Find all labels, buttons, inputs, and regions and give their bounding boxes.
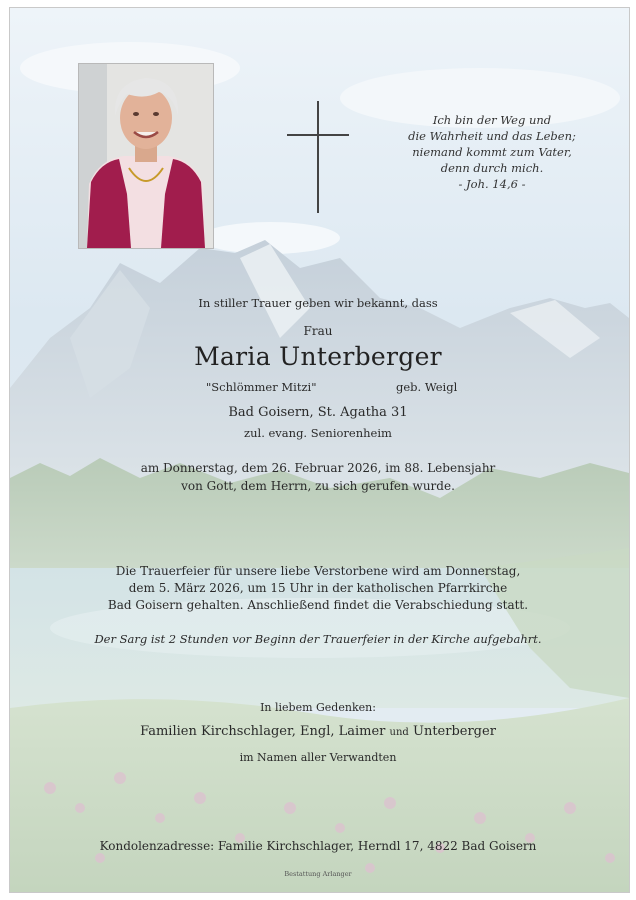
families-names: Familien Kirchschlager, Engl, Laimer	[140, 724, 386, 739]
quote-line: denn durch mich.	[440, 161, 544, 175]
in-memory-label: In liebem Gedenken:	[260, 701, 376, 714]
funeral-line: Die Trauerfeier für unsere liebe Verstorbene wird am Donnerstag,	[115, 564, 521, 578]
families-last-name: Unterberger	[412, 724, 496, 739]
undertaker-credit: Bestattung Arlanger	[284, 870, 352, 878]
salutation: Frau	[303, 324, 333, 338]
cross-icon	[287, 101, 349, 213]
coffin-note: Der Sarg ist 2 Stunden vor Beginn der Trauerfeier in der Kirche aufgebahrt.	[94, 632, 542, 646]
announcement-intro: In stiller Trauer geben wir bekannt, dass	[198, 296, 438, 310]
deceased-name: Maria Unterberger	[194, 342, 442, 371]
relatives-note: im Namen aller Verwandten	[239, 751, 397, 764]
bible-quote	[392, 112, 592, 192]
quote-line: die Wahrheit und das Leben;	[408, 129, 576, 143]
death-statement-line: von Gott, dem Herrn, zu sich gerufen wurde.	[181, 479, 455, 493]
nickname: "Schlömmer Mitzi"	[206, 380, 317, 394]
last-residence: zul. evang. Seniorenheim	[244, 426, 392, 440]
quote-source: - Joh. 14,6 -	[458, 177, 526, 191]
quote-line: niemand kommt zum Vater,	[412, 145, 572, 159]
quote-line: Ich bin der Weg und	[432, 113, 552, 127]
mourning-families	[0, 724, 636, 739]
funeral-line: dem 5. März 2026, um 15 Uhr in der katholischen Pfarrkirche	[128, 581, 508, 595]
birth-name: geb. Weigl	[396, 380, 458, 394]
families-und: und	[389, 727, 409, 738]
death-date-line: am Donnerstag, dem 26. Februar 2026, im 88. Lebensjahr	[140, 461, 496, 475]
portrait-photo	[79, 64, 213, 248]
address: Bad Goisern, St. Agatha 31	[228, 405, 408, 420]
funeral-line: Bad Goisern gehalten. Anschließend findet die Verabschiedung statt.	[107, 598, 529, 612]
condolence-address: Kondolenzadresse: Familie Kirchschlager, Herndl 17, 4822 Bad Goisern	[99, 839, 537, 853]
